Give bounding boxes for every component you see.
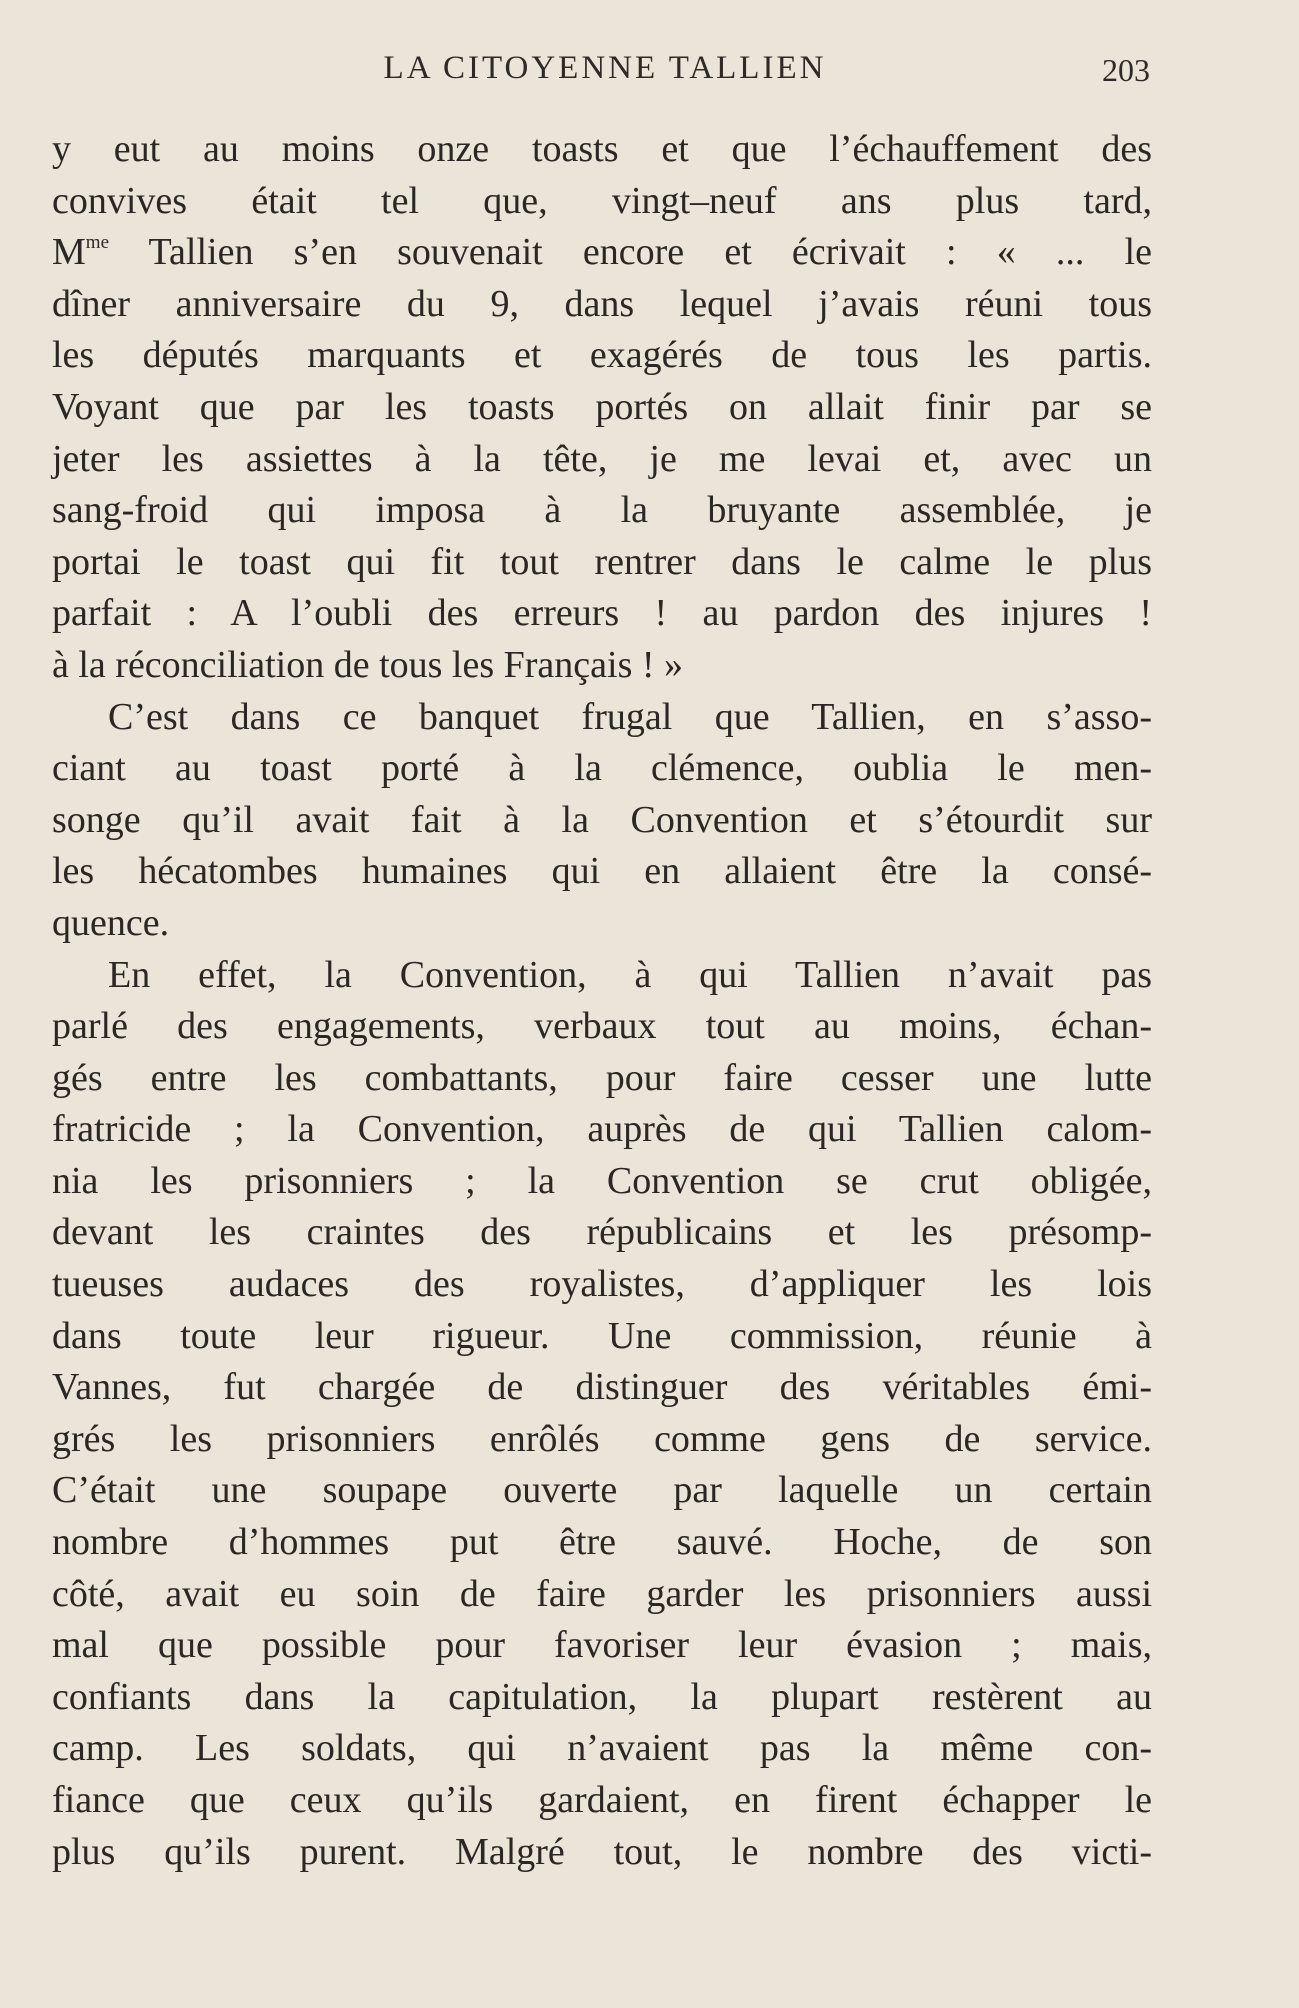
body-text [52, 124, 1152, 1878]
text-line: dans toute leur rigueur. Une commission, réunie à [52, 1314, 1152, 1357]
text-line: ciant au toast porté à la clémence, oublia le men- [52, 747, 1152, 790]
text-line: parlé des engagements, verbaux tout au moins, échan- [52, 1005, 1152, 1048]
text-line: jeter les assiettes à la tête, je me levai et, avec un [52, 437, 1152, 480]
text-line: camp. Les soldats, qui n’avaient pas la même con- [52, 1727, 1152, 1770]
text-line: quence. [52, 901, 170, 944]
text-line: sang-froid qui imposa à la bruyante assemblée, je [52, 489, 1152, 532]
text-line: plus qu’ils purent. Malgré tout, le nombre des victi- [52, 1830, 1152, 1873]
text-line: convives était tel que, vingt–neuf ans plus tard, [52, 179, 1152, 222]
text-line: devant les craintes des républicains et les présomp- [52, 1211, 1152, 1254]
text-line: fiance que ceux qu’ils gardaient, en firent échapper le [52, 1779, 1152, 1821]
text-line: mal que possible pour favoriser leur évasion ; mais, [52, 1624, 1152, 1667]
text-line: C’était une soupape ouverte par laquelle un certain [52, 1469, 1152, 1512]
text-line: En effet, la Convention, à qui Tallien n’avait pas [108, 953, 1152, 996]
text-line: nia les prisonniers ; la Convention se crut obligée, [52, 1159, 1152, 1202]
page-number: 203 [1102, 52, 1150, 88]
text-line: fratricide ; la Convention, auprès de qui Tallien calom- [52, 1108, 1152, 1151]
text-line: Voyant que par les toasts portés on allait finir par se [52, 385, 1152, 428]
text-line: gés entre les combattants, pour faire cesser une lutte [52, 1056, 1152, 1099]
text-line: Vannes, fut chargée de distinguer des véritables émi- [52, 1366, 1152, 1409]
text-line: les députés marquants et exagérés de tous les partis. [52, 334, 1152, 377]
text-line: tueuses audaces des royalistes, d’appliquer les lois [52, 1263, 1152, 1306]
text-line: parfait : A l’oubli des erreurs ! au pardon des injures ! [52, 592, 1152, 635]
text-line: dîner anniversaire du 9, dans lequel j’avais réuni tous [52, 282, 1152, 325]
text-line: confiants dans la capitulation, la plupart restèrent au [52, 1675, 1152, 1718]
text-line: portai le toast qui fit tout rentrer dans le calme le plus [52, 540, 1152, 583]
text-line: côté, avait eu soin de faire garder les prisonniers aussi [52, 1572, 1152, 1615]
text-line: à la réconciliation de tous les Français ! » [52, 643, 684, 686]
text-line-with-title: $M^{me}$ Tallien s’en souvenait encore et écrivait : « ... le [52, 231, 1152, 274]
text-line: nombre d’hommes put être sauvé. Hoche, de son [52, 1521, 1152, 1564]
running-title: LA CITOYENNE TALLIEN [383, 50, 827, 86]
text-line: songe qu’il avait fait à la Convention et s’étourdit sur [52, 798, 1152, 841]
text-line: les hécatombes humaines qui en allaient être la consé- [52, 850, 1152, 893]
title-abbreviation: $M^{me}$ [52, 231, 110, 274]
text-line: grés les prisonniers enrôlés comme gens de service. [52, 1417, 1152, 1460]
text-line: C’est dans ce banquet frugal que Tallien, en s’asso- [108, 695, 1152, 738]
running-header [60, 50, 1150, 98]
text-line: y eut au moins onze toasts et que l’échauffement des [52, 128, 1152, 170]
